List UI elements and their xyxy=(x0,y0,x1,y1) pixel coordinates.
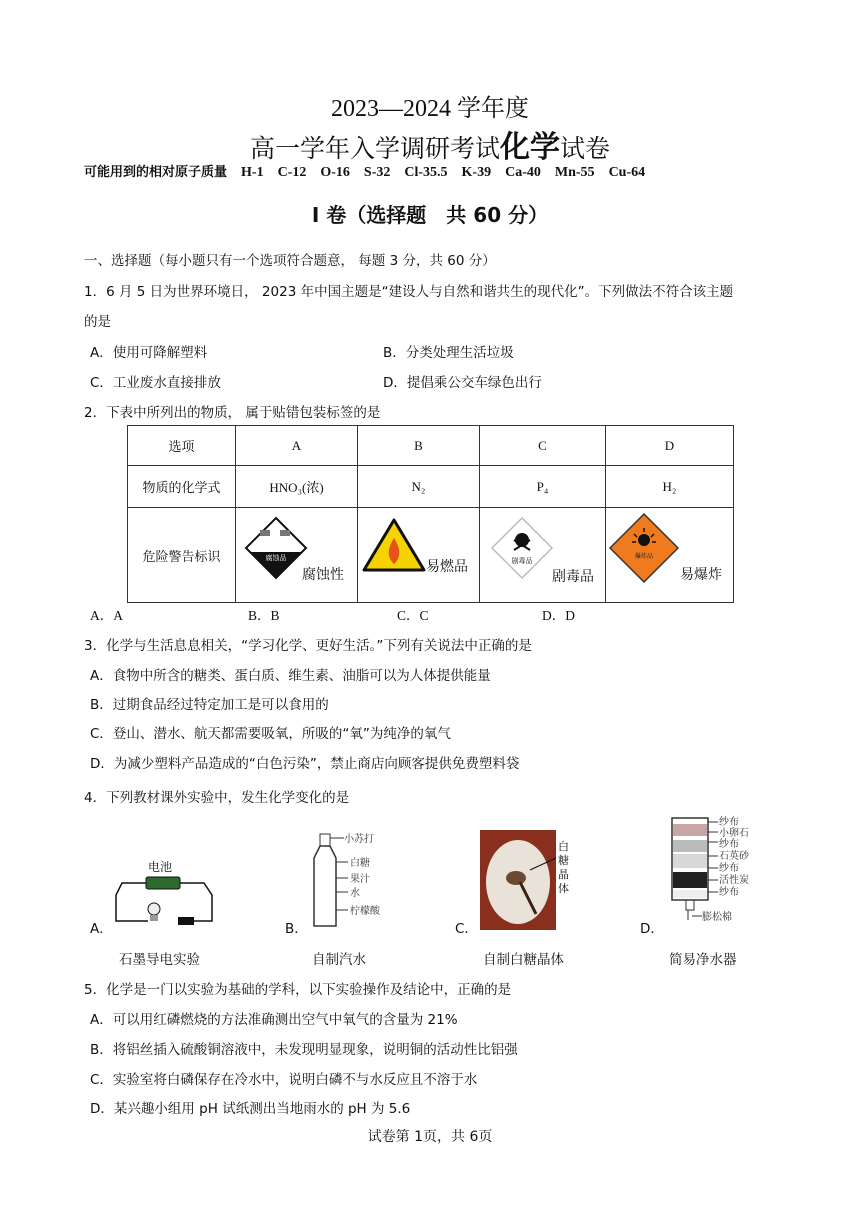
flammable-sign-icon xyxy=(358,508,479,598)
formula-row-label: 物质的化学式 xyxy=(128,466,236,508)
page-footer: 试卷第 1页，共 6页 xyxy=(367,1129,493,1145)
section-title: I 卷（选择题 共 60 分） xyxy=(311,203,549,227)
q4-letter-d: D． xyxy=(640,921,664,937)
filter-label: 纱布 xyxy=(719,887,739,898)
mass-item: O-16 xyxy=(320,165,350,180)
q1-stem-cont: 的是 xyxy=(84,314,111,330)
table-header-cell: B xyxy=(358,426,480,466)
mass-item: K-39 xyxy=(461,165,492,180)
sign-label: 剧毒品 xyxy=(552,569,594,585)
q4-caption-a: 石墨导电实验 xyxy=(119,952,200,968)
formula-cell: H₂ xyxy=(606,466,734,508)
filter-label: 活性炭 xyxy=(719,875,749,886)
filter-label: 纱布 xyxy=(719,863,739,874)
soda-label: 白糖 xyxy=(350,858,370,869)
soda-label: 水 xyxy=(350,888,360,899)
q5-option-c: C．实验室将白磷保存在冷水中，说明白磷不与水反应且不溶于水 xyxy=(90,1072,478,1088)
q1-stem: 1．6 月 5 日为世界环境日， 2023 年中国主题是“建设人与自然和谐共生的现代化”。下列做法不符合该主题 xyxy=(84,284,734,300)
q3-option-b: B．过期食品经过特定加工是可以食用的 xyxy=(90,697,329,713)
table-header-cell: C xyxy=(480,426,606,466)
q4-stem: 4．下列教材课外实验中，发生化学变化的是 xyxy=(84,790,350,806)
table-row xyxy=(128,508,734,603)
graphite-circuit-icon xyxy=(108,855,218,935)
filter-label: 纱布 xyxy=(719,817,739,828)
masses-label: 可能用到的相对原子质量 xyxy=(84,165,228,180)
filter-label: 纱布 xyxy=(719,839,739,850)
table-header-cell: 选项 xyxy=(128,426,236,466)
filter-label: 小卵石 xyxy=(719,828,749,839)
mass-item: Ca-40 xyxy=(505,165,541,180)
mass-item: H-1 xyxy=(241,165,264,180)
sign-text: 腐蚀品 xyxy=(265,554,287,562)
q5-option-a: A．可以用红磷燃烧的方法准确测出空气中氧气的含量为 21% xyxy=(90,1012,458,1028)
corrosive-sign-icon xyxy=(236,508,357,598)
soda-label: 小苏打 xyxy=(344,834,374,845)
crystal-label: 白糖晶体 xyxy=(558,840,569,895)
part-intro: 一、选择题（每小题只有一个选项符合题意， 每题 3 分，共 60 分） xyxy=(84,253,496,269)
q1-option-a: A．使用可降解塑料 xyxy=(90,345,208,361)
title-part-3: 试卷 xyxy=(560,134,611,163)
q4-letter-b: B． xyxy=(285,921,308,937)
q5-option-b: B．将铝丝插入硫酸铜溶液中，未发现明显现象，说明铜的活动性比铝强 xyxy=(90,1042,518,1058)
q1-option-c: C．工业废水直接排放 xyxy=(90,375,221,391)
q5-option-d: D．某兴趣小组用 pH 试纸测出当地雨水的 pH 为 5.6 xyxy=(90,1101,411,1117)
atomic-masses xyxy=(84,161,645,181)
q4-letter-a: A． xyxy=(90,921,113,937)
mass-item: Mn-55 xyxy=(554,165,595,180)
q3-option-c: C．登山、潜水、航天都需要吸氧，所吸的“氧”为纯净的氧气 xyxy=(90,726,451,742)
table-row xyxy=(128,466,734,508)
table-header-cell: A xyxy=(236,426,358,466)
sign-cell-c xyxy=(480,508,606,603)
q5-stem: 5．化学是一门以实验为基础的学科，以下实验操作及结论中，正确的是 xyxy=(84,982,512,998)
filter-label: 膨松棉 xyxy=(702,912,732,923)
mass-item: Cu-64 xyxy=(608,165,646,180)
q3-option-d: D．为减少塑料产品造成的“白色污染”，禁止商店向顾客提供免费塑料袋 xyxy=(90,756,520,772)
title-part-1: 高一学年入学调研考试 xyxy=(249,134,500,163)
sign-label: 腐蚀性 xyxy=(302,567,344,583)
sign-text: 剧毒品 xyxy=(511,557,533,565)
formula-cell: P₄ xyxy=(480,466,606,508)
q2-option-a: A．A xyxy=(90,608,123,623)
exam-year: 2023—2024 学年度 xyxy=(331,96,529,122)
table-header-cell: D xyxy=(606,426,734,466)
q4-caption-d: 简易净水器 xyxy=(669,952,737,968)
sign-label: 易燃品 xyxy=(426,559,468,575)
q4-caption-b: 自制汽水 xyxy=(312,952,366,968)
table-row xyxy=(128,426,734,466)
water-filter-icon xyxy=(662,810,782,935)
soda-bottle-icon xyxy=(300,826,410,936)
q3-option-a: A．食物中所含的糖类、蛋白质、维生素、油脂可以为人体提供能量 xyxy=(90,668,491,684)
explosive-sign-icon xyxy=(606,508,733,598)
q3-stem: 3．化学与生活息息相关，“学习化学、更好生活。”下列有关说法中正确的是 xyxy=(84,638,532,654)
q2-stem: 2．下表中所列出的物质， 属于贴错包装标签的是 xyxy=(84,405,381,421)
sign-label: 易爆炸 xyxy=(680,567,722,583)
q4-caption-c: 自制白糖晶体 xyxy=(483,952,564,968)
filter-label: 石英砂 xyxy=(719,851,749,862)
mass-item: C-12 xyxy=(277,165,307,180)
sign-cell-b xyxy=(358,508,480,603)
formula-cell: HNO₃(浓) xyxy=(236,466,358,508)
q1-option-b: B．分类处理生活垃圾 xyxy=(383,345,514,361)
sign-text: 爆炸品 xyxy=(634,553,654,560)
title-subject: 化学 xyxy=(500,130,560,165)
soda-label: 柠檬酸 xyxy=(350,906,380,917)
q2-option-d: D．D xyxy=(542,608,575,623)
q2-option-c: C．C xyxy=(397,608,429,623)
battery-label: 电池 xyxy=(148,860,173,874)
formula-cell: N₂ xyxy=(358,466,480,508)
q2-option-b: B．B xyxy=(248,608,280,623)
sign-cell-a xyxy=(236,508,358,603)
sign-row-label: 危险警告标识 xyxy=(128,508,236,603)
mass-item: S-32 xyxy=(363,165,391,180)
q4-letter-c: C． xyxy=(455,921,478,937)
sign-cell-d xyxy=(606,508,734,603)
soda-label: 果汁 xyxy=(350,874,370,885)
mass-item: Cl-35.5 xyxy=(404,165,448,180)
hazard-table xyxy=(127,425,734,603)
exam-title xyxy=(0,122,860,166)
q1-option-d: D．提倡乘公交车绿色出行 xyxy=(383,375,542,391)
